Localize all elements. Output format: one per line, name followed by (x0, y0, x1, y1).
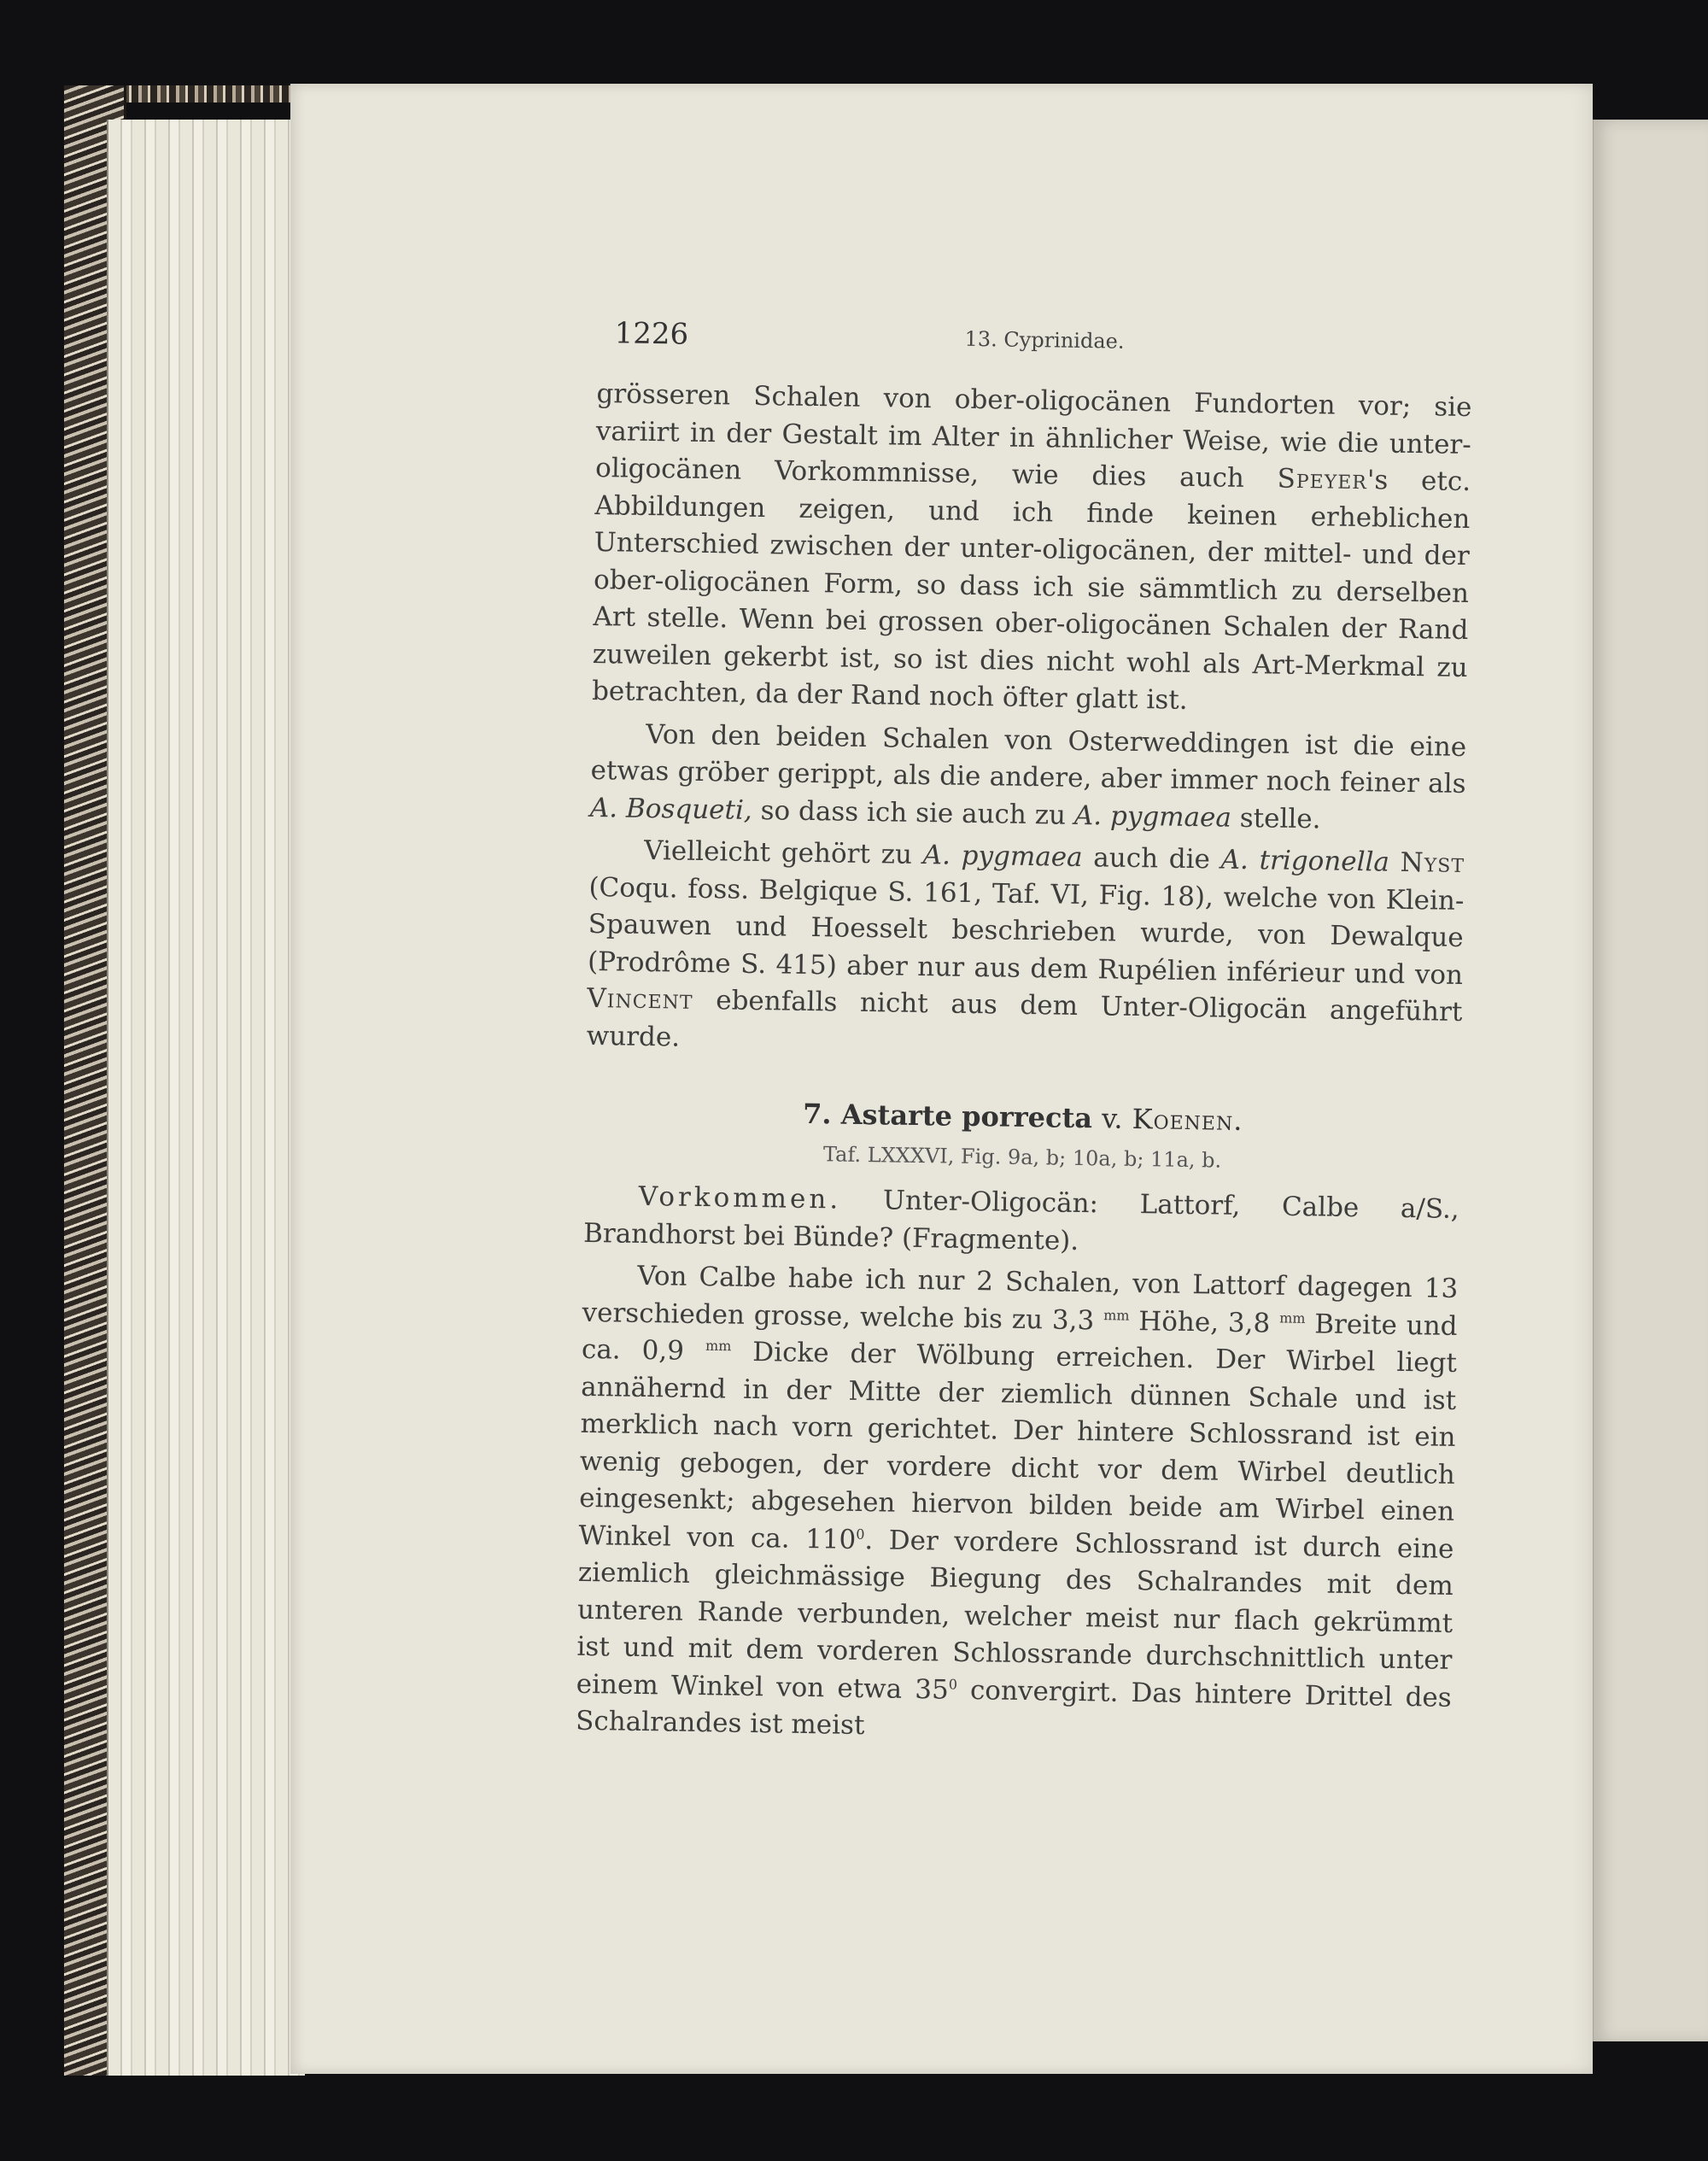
plate-reference: Taf. LXXXVI, Fig. 9a, b; 10a, b; 11a, b. (822, 1142, 1222, 1173)
author-speyer: Speyer (1277, 463, 1368, 496)
author-nyst: Nyst (1400, 846, 1465, 880)
paragraph-description: Von Calbe habe ich nur 2 Schalen, von Lattorf dagegen 13 verschieden grosse, welche bis zu 3,3 $^{mm}$ Höhe, 3,8 $^{mm}$ Breite und ca. 0,9 $^{mm}$ Dicke der Wölbung erreichen. Der Wirbel liegt annähernd in der Mitte der ziemlich dünnen Schale und ist merklich nach vorn gerichtet. Der hintere Schlossrand ist ein wenig gebogen, der vordere dicht vor dem Wirbel deutlich eingesenkt; abgesehen hiervon bilden beide am Wirbel einen Winkel von ca. $110^0$. Der vordere Schlossrand ist durch eine ziemlich gleichmässige Biegung des Schalrandes mit dem unteren Rande verbunden, welcher meist nur flach gekrümmt ist und mit dem vorderen Schlossrande durchschnittlich unter einem Winkel von etwa $35^0$ convergirt. Das hintere Drittel des Schalrandes ist meist (575, 1260, 1459, 1742)
taxon-pygmaea-2: A. pygmaea (922, 840, 1083, 873)
species-name: Astarte porrecta (840, 1098, 1093, 1135)
paragraph-1: grösseren Schalen von ober-oligocänen Fundorten vor; sie variirt in der Gestalt im Alter in ähnlicher Weise, wie die unter-oligocänen Vorkommnisse, wie dies auch Speyer's etc. Abbildungen zeigen, und ich finde keinen erheblichen Unterschied zwischen der unter-oligocänen, der mittel- und der ober-oligocänen Form, so dass ich sie sämmtlich zu derselben Art stelle. Wenn bei grossen ober-oligocänen Schalen der Rand zuweilen gekerbt ist, so ist dies nicht wohl als Art-Merkmal zu betrachten, da der Rand noch öfter glatt ist. (591, 378, 1472, 716)
taxon-bosqueti: A. Bosqueti, (589, 792, 753, 826)
taxon-trigonella: A. trigonella (1220, 844, 1390, 878)
paragraph-2: Von den beiden Schalen von Osterweddingen ist die eine etwas gröber gerippt, als die andere, aber immer noch feiner als A. Bosqueti, so dass ich sie auch zu A. pygmaea stelle. (589, 718, 1467, 835)
species-author: Koenen. (1132, 1102, 1243, 1137)
species-heading: 7. Astarte porrecta v. Koenen. (802, 1097, 1243, 1137)
author-vincent: Vincent (587, 982, 693, 1016)
section-title: 13. Cyprinidae. (964, 326, 1125, 354)
occurrence-label: Vorkommen. (638, 1180, 842, 1215)
taxon-pygmaea: A. pygmaea (1073, 799, 1232, 834)
page-number: 1226 (614, 316, 689, 352)
facing-page-edge (1590, 120, 1708, 2041)
page-text (576, 316, 1473, 1754)
page-stack-edge (107, 120, 305, 2076)
paragraph-occurrence: Vorkommen. Unter-Oligocän: Lattorf, Calbe a/S., Brandhorst bei Bünde? (Fragmente). (582, 1180, 1459, 1256)
paragraph-3: Vielleicht gehört zu A. pygmaea auch die A. trigonella Nyst (Coqu. foss. Belgique S. 161, Taf. VI, Fig. 18), welche von Klein-Spauwen und Hoesselt beschrieben wurde, von Dewalque (Prodrôme S. 415) aber nur aus dem Rupélien inférieur und von Vincent ebenfalls nicht aus dem Unter-Oligocän angeführt wurde. (586, 835, 1465, 1053)
